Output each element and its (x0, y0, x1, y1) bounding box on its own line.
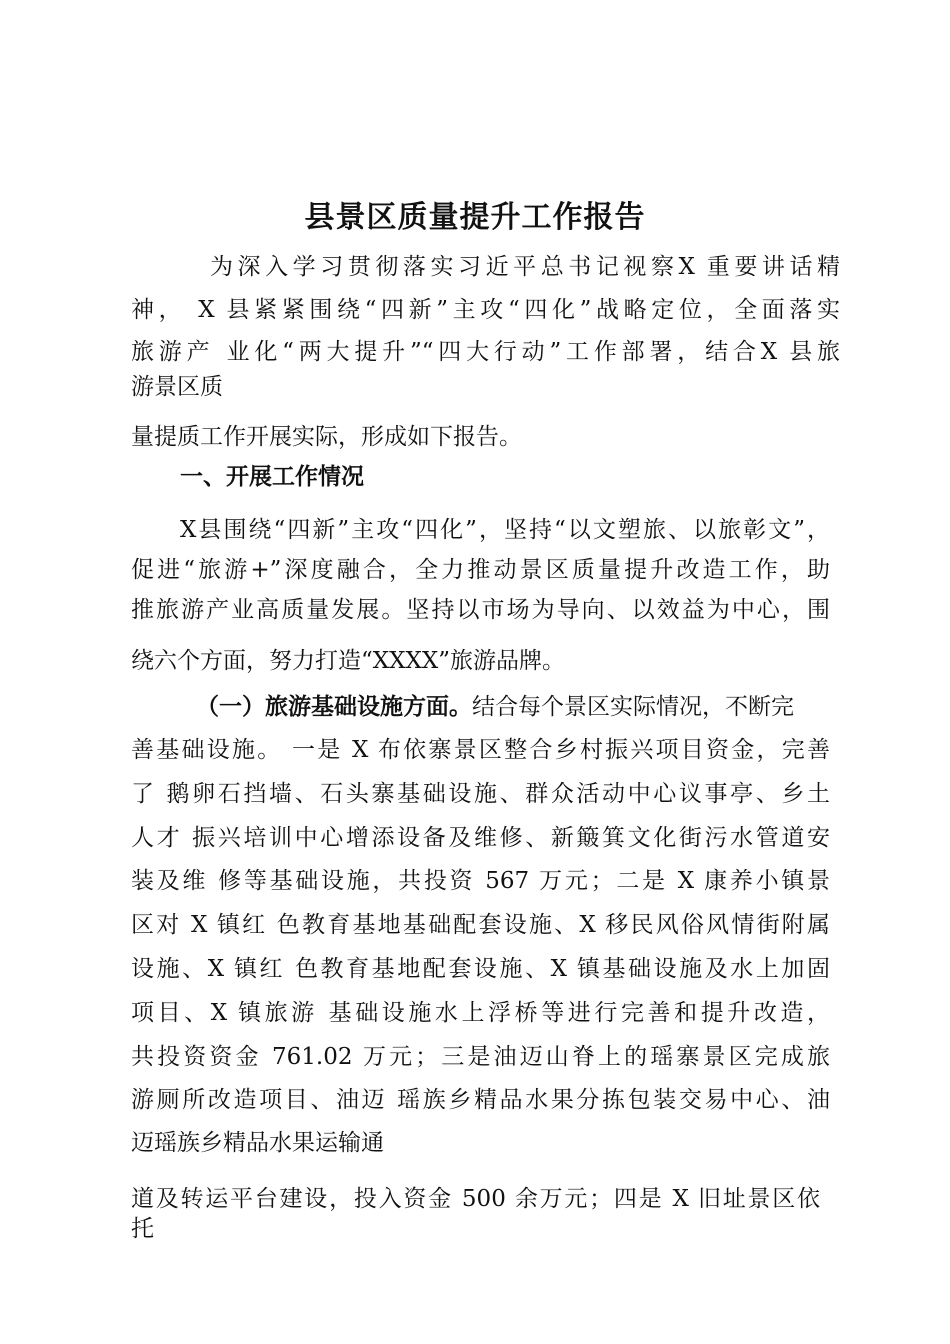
paragraph-line: 区对 X 镇红 色教育基地基础配套设施、X 移民风俗风情街附属 (131, 912, 830, 938)
document-title: 县景区质量提升工作报告 (304, 200, 646, 235)
paragraph-line: 促进“旅游+”深度融合，全力推动景区质量提升改造工作，助 (131, 557, 830, 583)
paragraph-line: 装及维 修等基础设施，共投资 567 万元；二是 X 康养小镇景 (131, 868, 830, 894)
paragraph-line: X县围绕“四新”主攻“四化”，坚持“以文塑旅、以旅彰文”， (180, 517, 830, 543)
paragraph-line: 道及转运平台建设，投入资金 500 余万元；四是 X 旧址景区依 (131, 1186, 820, 1212)
paragraph-line: 设施、X 镇红 色教育基地配套设施、X 镇基础设施及水上加固 (131, 956, 830, 982)
paragraph-line: 量提质工作开展实际，形成如下报告。 (131, 424, 522, 450)
paragraph-line: 游景区质 (131, 374, 223, 400)
subsection-line (196, 692, 794, 722)
paragraph-line: 为深入学习贯彻落实习近平总书记视察X 重要讲话精 (210, 254, 840, 280)
paragraph-line: 项目、X 镇旅游 基础设施水上浮桥等进行完善和提升改造， (131, 1000, 830, 1026)
paragraph-line: 游厕所改造项目、油迈 瑶族乡精品水果分拣包装交易中心、油 (131, 1087, 830, 1113)
subsection-heading: （一）旅游基础设施方面。 (196, 694, 472, 720)
paragraph-line: 了 鹅卵石挡墙、石头寨基础设施、群众活动中心议事亭、乡土 (131, 781, 830, 807)
subsection-text: 结合每个景区实际情况，不断完 (472, 694, 794, 720)
paragraph-line: 共投资资金 761.02 万元；三是油迈山脊上的瑶寨景区完成旅 (131, 1044, 830, 1070)
paragraph-line: 迈瑶族乡精品水果运输通 (131, 1130, 384, 1156)
paragraph-line: 善基础设施。 一是 X 布依寨景区整合乡村振兴项目资金，完善 (131, 737, 830, 763)
paragraph-line: 人才 振兴培训中心增添设备及维修、新簸箕文化街污水管道安 (131, 825, 830, 851)
paragraph-line: 旅游产 业化“两大提升”“四大行动”工作部署，结合X 县旅 (131, 339, 840, 365)
paragraph-line: 神， X 县紧紧围绕“四新”主攻“四化”战略定位，全面落实 (131, 297, 840, 323)
paragraph-line: 绕六个方面，努力打造“XXXX”旅游品牌。 (131, 648, 566, 674)
paragraph-line: 推旅游产业高质量发展。坚持以市场为导向、以效益为中心，围 (131, 597, 830, 623)
paragraph-line: 托 (131, 1216, 154, 1242)
section-heading: 一、开展工作情况 (180, 464, 364, 490)
